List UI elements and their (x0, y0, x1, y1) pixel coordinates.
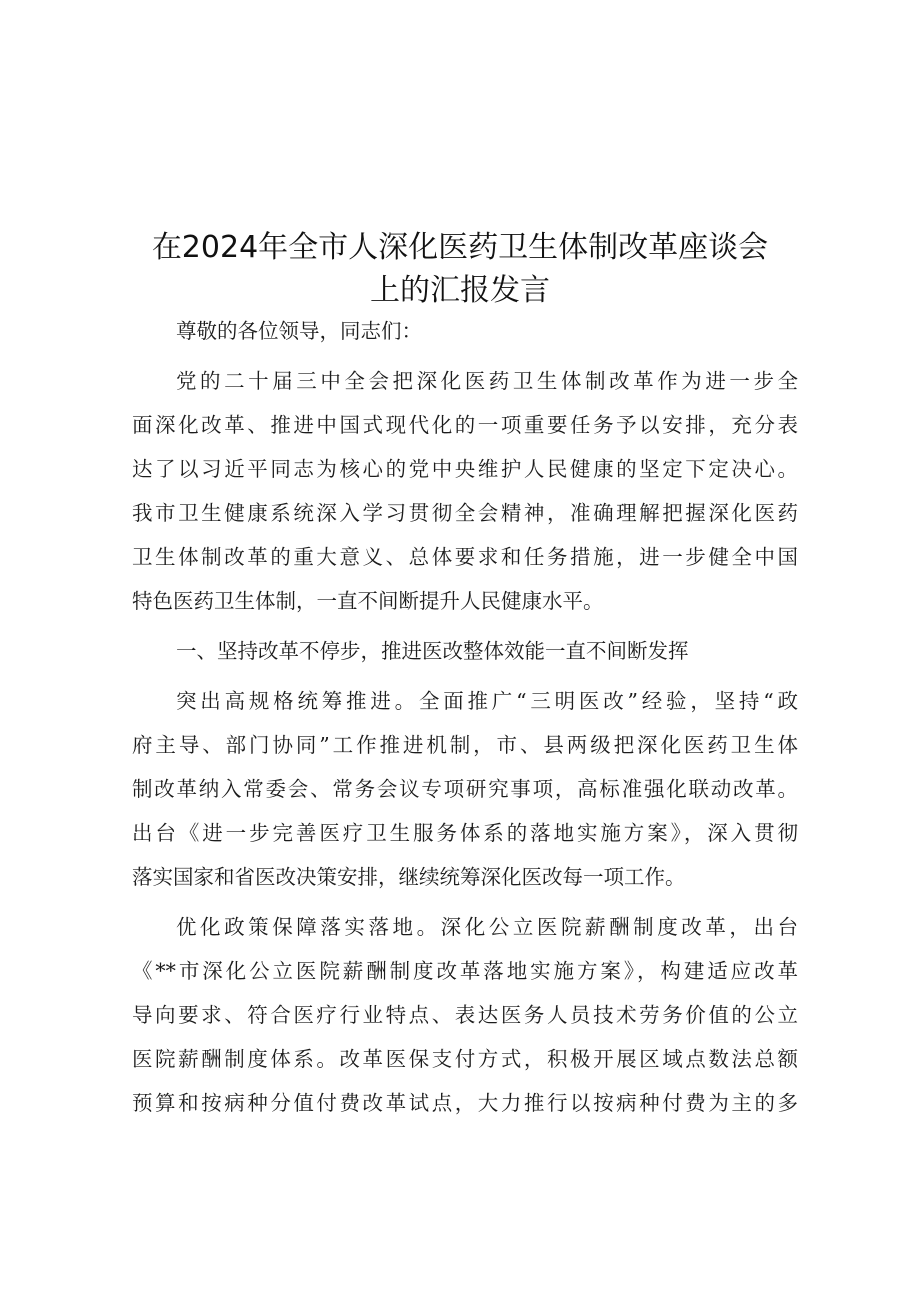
document-title-line-1: 在2024年全市人深化医药卫生体制改革座谈会 (151, 230, 769, 265)
paragraph-1-line-6: 特色医药卫生体制，一直不间断提升人民健康水平。 (132, 589, 604, 613)
paragraph-1-line-3: 达了以习近平同志为核心的党中央维护人民健康的坚定下定决心。 (132, 457, 798, 481)
paragraph-2-line-5: 落实国家和省医改决策安排，继续统筹深化医改每一项工作。 (132, 865, 686, 889)
paragraph-3-line-2: 《**市深化公立医院薪酬制度改革落地实施方案》，构建适应改革 (132, 959, 798, 983)
paragraph-2-line-1: 突出高规格统筹推进。全面推广“三明医改”经验，坚持“政 (176, 689, 798, 713)
paragraph-3-line-5: 预算和按病种分值付费改革试点，大力推行以按病种付费为主的多 (132, 1091, 798, 1115)
paragraph-1-line-5: 卫生体制改革的重大意义、总体要求和任务措施，进一步健全中国 (132, 545, 798, 569)
paragraph-3-line-3: 导向要求、符合医疗行业特点、表达医务人员技术劳务价值的公立 (132, 1003, 798, 1027)
paragraph-1-line-4: 我市卫生健康系统深入学习贯彻全会精神，准确理解把握深化医药 (132, 501, 798, 525)
paragraph-1-line-2: 面深化改革、推进中国式现代化的一项重要任务予以安排，充分表 (132, 413, 798, 437)
paragraph-1-line-1: 党的二十届三中全会把深化医药卫生体制改革作为进一步全 (176, 369, 798, 393)
paragraph-2-line-2: 府主导、部门协同”工作推进机制，市、县两级把深化医药卫生体 (132, 733, 798, 757)
salutation: 尊敬的各位领导，同志们： (176, 319, 422, 343)
paragraph-3-line-4: 医院薪酬制度体系。改革医保支付方式，积极开展区域点数法总额 (132, 1047, 798, 1071)
document-title-line-2: 上的汇报发言 (370, 273, 550, 308)
paragraph-2-line-3: 制改革纳入常委会、常务会议专项研究事项，高标准强化联动改革。 (132, 777, 798, 801)
paragraph-2-line-4: 出台《进一步完善医疗卫生服务体系的落地实施方案》，深入贯彻 (132, 821, 798, 845)
section-heading-1: 一、坚持改革不停步，推进医改整体效能一直不间断发挥 (176, 639, 689, 663)
paragraph-3-line-1: 优化政策保障落实落地。深化公立医院薪酬制度改革，出台 (176, 915, 798, 939)
